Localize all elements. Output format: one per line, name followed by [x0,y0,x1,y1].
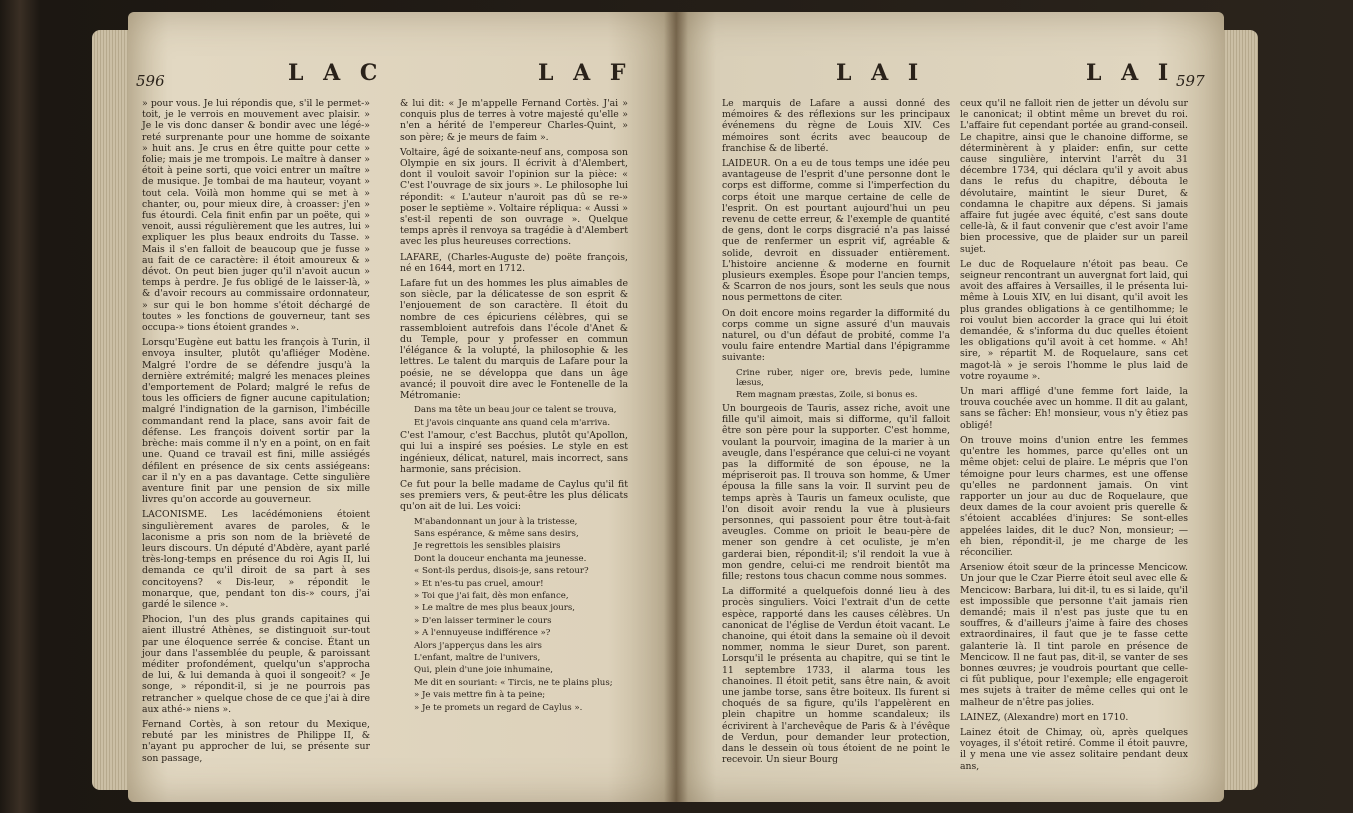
paragraph: Arseniow étoit sœur de la princesse Mencicow. Un jour que le Czar Pierre étoit seul avec elle & Mencicow: Barbara, lui dit-il, tu es si laide, qu'il est impossible que personne t'ait jamais rien demandé; mais il n'est pas juste que tu en souffres, & d'ailleurs j'aime à faire des choses extraordinaires, il faut que je te fasse cette galanterie là. Il tint parole en présence de Mencicow. Il ne faut pas, dit-il, se vanter de ses bonnes œuvres; je voudrois pourtant que celle-ci fût publique, pour l'exemple; elle engageroit mes sujets à traiter de même celles qui ont le malheur de n'être pas jolies. [960,562,1188,708]
paragraph: La difformité a quelquefois donné lieu à des procès singuliers. Voici l'extrait d'un de cette espèce, rapporté dans les causes célèbres. Un canonicat de l'église de Verdun étoit vacant. Le chanoine, qui étoit dans la semaine où il devoit nommer, nomma le sieur Duret, son parent. Lorsqu'il le présenta au chapitre, qui se tint le 11 septembre 1733, il alarma tous les chanoines. Il étoit petit, sans être nain, & avoit une jambe torse, sans être boiteux. Ils furent si choqués de sa figure, qu'ils l'appelèrent en plein chapitre un homme scandaleux; ils écrivirent à l'archevêque de Paris & à l'évêque de Verdun, pour demander leur protection, dans le dessein où tous étoient de ne point le recevoir. Un sieur Bourg [722,586,950,766]
entry-heading-lainez: LAINEZ, (Alexandre) mort en 1710. [960,711,1129,723]
book-gutter [664,12,688,802]
paragraph: & lui dit: « Je m'appelle Fernand Cortès. J'ai » conquis plus de terres à votre majesté qu'elle » n'en a hérité de l'empereur Charles-Quint, » son père; & je meurs de faim ». [400,98,628,143]
verse-line: » Toi que j'ai fait, dès mon enfance, [414,590,569,601]
verse-line: » Le maître de mes plus beaux jours, [414,603,575,614]
paragraph: C'est l'amour, c'est Bacchus, plutôt qu'Apollon, qui lui a inspiré ses poésies. Le style en est ingénieux, délicat, naturel, mais incorrect, sans harmonie, sans précision. [400,430,628,475]
right-page-column-1 [722,98,950,769]
verse-line: » Je te promets un regard de Caylus ». [414,702,583,713]
page-number-left: 596 [136,72,165,90]
paragraph: » pour vous. Je lui répondis que, s'il le permet-» toit, je le verrois en mouvement avec plaisir. » Je le vis donc danser & bondir avec une légé-» reté surprenante pour une homme de soixante » huit ans. Je crus en être quitte pour cette » folie; mais je me trompois. Le maître à danser » étoit à peine sorti, que voici entrer un maître » de musique. Je tombai de ma hauteur, voyant » tout cela. Voilà mon homme qui se met à » chanter, ou, pour mieux dire, à croasser: j'en » fus étourdi. Cela finit enfin par un poëte, qui » venoit, aussi régulièrement que les autres, lui » expliquer les plus beaux endroits du Tasse. » Mais il s'en falloit de beaucoup que je fusse » au fait de ce caractère: il étoit amoureux & » dévot. On peut bien juger qu'il n'avoit aucun » temps à perdre. Je fus obligé de le laisser-là, » & d'avoir recours au commissaire ordonnateur, » sur qui le bon homme s'étoit déchargé de toutes » les fonctions de gouverneur, tant ses occupa-» tions étoient grandes ». [142,98,370,334]
paragraph: On trouve moins d'union entre les femmes qu'entre les hommes, parce qu'elles ont un même objet: celui de plaire. Le mépris que l'on témoigne pour leurs charmes, est une offense qu'elles ne pardonnent jamais. On vint rapporter un jour au duc de Roquelaure, que deux dames de la cour avoient pris querelle & s'étoient accablées d'injures: Se sont-elles appelées laides, dit le duc? Non, monsieur; — eh bien, répondit-il, je me charge de les réconcilier. [960,434,1188,558]
entry-heading-laideur: LAIDEUR. On a eu de tous temps une idée peu avantageuse de l'esprit d'une personne dont le corps est difforme, comme si l'imperfection du corps étoit une marque certaine de celle de l'esprit. On est pourtant aujourd'hui un peu revenu de cette erreur, & l'exemple de quantité de gens, dont le corps disgracié n'a pas laissé que de renfermer un esprit vif, agréable & solide, devroit en dissuader entièrement. L'histoire ancienne & moderne en fournit plusieurs exemples. Ésope pour l'ancien temps, & Scarron de nos jours, sont les seuls que nous nous permettons de citer. [722,158,950,304]
paragraph: Le marquis de Lafare a aussi donné des mémoires & des réflexions sur les principaux événemens du règne de Louis XIV. Ces mémoires sont écrits avec beaucoup de franchise & de liberté. [722,98,950,154]
page-edges-right [1222,30,1258,790]
left-page-column-1 [142,98,370,768]
right-page [676,12,1224,802]
paragraph: Voltaire, âgé de soixante-neuf ans, composa son Olympie en six jours. Il écrivit à d'Alembert, dont il vouloit savoir l'opinion sur la pièce: « C'est l'ouvrage de six jours ». Le philosophe lui répondit: « L'auteur n'auroit pas dû se re-» poser le septième ». Voltaire répliqua: « Aussi » s'est-il repenti de son ouvrage ». Quelque temps après il renvoya sa tragédie à d'Alembert avec les plus heureuses corrections. [400,146,628,248]
paragraph: Le duc de Roquelaure n'étoit pas beau. Ce seigneur rencontrant un auvergnat fort laid, qui avoit des affaires à Versailles, il le présenta lui-même à Louis XIV, en lui disant, qu'il avoit les plus grandes obligations à ce gentilhomme; le roi voulut bien accorder la grace qui lui étoit demandée, & s'informa du duc quelles étoient les obligations qu'il avoit à cet homme. « Ah! sire, » répartit M. de Roquelaure, sans cet magot-là » je serois l'homme le plus laid de votre royaume ». [960,258,1188,382]
verse-line: Me dit en souriant: « Tircis, ne te plains plus; [414,677,613,688]
paragraph: Lorsqu'Eugène eut battu les françois à Turin, il envoya insulter, plutôt qu'afliéger Modène. Malgré l'ordre de se défendre jusqu'à la dernière extrémité; malgré les menaces pleines d'emportement de Polard; malgré le refus de tous les officiers de figner aucune capitulation; malgré l'indignation de la garnison, l'imbécille commandant rend la place, sans avoir fait de défense. Les françois doivent sortir par la brèche: mais comme il n'y en a point, on en fait une. Quand ce travail est fini, mille assiégés défilent en présence de six cents assiégeans: car il n'y en a pas davantage. Cette singulière aventure finit par une pension de six mille livres qu'on accorde au gouverneur. [142,337,370,506]
verse-line: » D'en laisser terminer le cours [414,615,552,626]
verse-line: Qui, plein d'une joie inhumaine, [414,665,554,676]
left-page [128,12,676,802]
paragraph: Ce fut pour la belle madame de Caylus qu'il fit ses premiers vers, & peut-être les plus délicats qu'on ait de lui. Les voici: [400,478,628,513]
paragraph: Fernand Cortès, à son retour du Mexique, rebuté par les ministres de Philippe II, & n'ayant pu approcher de lui, se présente sur son passage, [142,718,370,764]
verse-line: Alors j'apperçus dans les airs [414,640,542,651]
running-header-lai-right: L A I [1086,60,1175,86]
verse-line: Sans espérance, & même sans desirs, [414,528,579,539]
verse-line: Et j'avois cinquante ans quand cela m'arriva. [414,417,611,428]
paragraph: Un mari affligé d'une femme fort laide, la trouva couchée avec un homme. Il dit au galant, sans se fâcher: Eh! monsieur, vous n'y êtiez pas obligé! [960,386,1188,431]
verse-line: M'abandonnant un jour à la tristesse, [414,516,578,527]
left-page-column-2 [400,98,628,715]
verse-line: » Et n'es-tu pas cruel, amour! [414,578,544,589]
verse-line: Dans ma tête un beau jour ce talent se trouva, [414,405,617,416]
paragraph: Lafare fut un des hommes les plus aimables de son siècle, par la délicatesse de son esprit & l'enjouement de son caractère. Il étoit du nombre de ces épicuriens célèbres, qui se rassembloient autrefois dans l'école d'Anet & du Temple, pour y professer en commun l'élégance & la volupté, la philosophie & les lettres. Le talent du marquis de Lafare pour la poésie, ne se développa que dans un âge avancé; il pouvoit dire avec le Fontenelle de la Métromanie: [400,278,628,402]
running-header-lai-left: L A I [836,60,925,86]
paragraph: Lainez étoit de Chimay, où, après quelques voyages, il s'étoit retiré. Comme il étoit pauvre, il y mena une vie assez solitaire pendant deux ans, [960,726,1188,772]
paragraph: Un bourgeois de Tauris, assez riche, avoit une fille qu'il aimoit, mais si difforme, qu'il falloit être son père pour la supporter. C'est homme, voulant la pourvoir, imagina de la marier à un aveugle, dans l'espérance que celui-ci ne voyant pas la difformité de son épouse, ne la mépriseroit pas. Il trouva son homme, & Umer épousa la fille sans la voir. Il survint peu de temps après à Tauris un fameux oculiste, que l'on disoit avoir rendu la vue à plusieurs personnes, qui passoient pour être tout-à-fait aveugles. Comme on prioit le beau-père de mener son gendre à cet oculiste, je m'en garderai bien, répondit-il; s'il rendoit la vue à mon gendre, celui-ci me rendroit bientôt ma fille; restons tous chacun comme nous sommes. [722,402,950,582]
verse-line: Crine ruber, niger ore, brevis pede, lumine læsus, [736,367,950,389]
verse-line: » A l'ennuyeuse indifférence »? [414,628,551,639]
verse-line: Dont la douceur enchanta ma jeunesse. [414,553,587,564]
right-page-column-2 [960,98,1188,776]
verse-line: Je regrettois les sensibles plaisirs [414,541,561,552]
entry-heading-lafare: LAFARE, (Charles-Auguste de) poëte françois, né en 1644, mort en 1712. [400,251,628,274]
paragraph: ceux qu'il ne falloit rien de jetter un dévolu sur le canonicat; il obtint même un brevet du roi. L'affaire fut cependant portée au grand-conseil. Le chapitre, ainsi que le chanoine difforme, se déterminèrent à y plaider: enfin, sur cette cause singulière, intervint l'arrêt du 31 décembre 1734, qui déclara qu'il y avoit abus dans le refus du chapitre, débouta le dévolutaire, maintint le sieur Duret, & condamna le chapitre aux dépens. Si jamais affaire fut jugée avec équité, c'est sans doute celle-là, & il faut convenir que c'est avoir l'ame bien processive, que de plaider sur un pareil sujet. [960,98,1188,255]
page-edges-left [92,30,132,790]
verse-line: « Sont-ils perdus, disois-je, sans retour? [414,566,589,577]
verse-line: » Je vais mettre fin à ta peine; [414,690,546,701]
paragraph: LACONISME. Les lacédémoniens étoient singulièrement avares de paroles, & le laconisme a pris son nom de la brièveté de leurs discours. Un député d'Abdère, ayant parlé très-long-temps en présence du roi Agis II, lui demanda ce qu'il diroit de sa part à ses concitoyens? « Dis-leur, » répondit le monarque, que, pendant ton dis-» cours, j'ai gardé le silence ». [142,509,370,610]
verse-line: Rem magnam præstas, Zoile, si bonus es. [736,390,918,401]
page-number-right: 597 [1176,72,1205,90]
running-header-lac: L A C [288,60,384,86]
paragraph: Phocion, l'un des plus grands capitaines qui aient illustré Athènes, se distinguoit sur-tout par une éloquence serrée & concise. Étant un jour dans l'assemblée du peuple, & paroissant méditer profondément, quelqu'un s'approcha de lui, & lui demanda à quoi il songeoit? « Je songe, » répondit-il, si je ne pourrois pas retrancher » quelque chose de ce que j'ai à dire aux athé-» niens ». [142,614,370,715]
paragraph: On doit encore moins regarder la difformité du corps comme un signe assuré d'un mauvais naturel, ou d'un défaut de probité, comme l'a voulu faire entendre Martial dans l'épigramme suivante: [722,307,950,364]
verse-line: L'enfant, maître de l'univers, [414,652,541,663]
running-header-laf: L A F [538,60,632,86]
